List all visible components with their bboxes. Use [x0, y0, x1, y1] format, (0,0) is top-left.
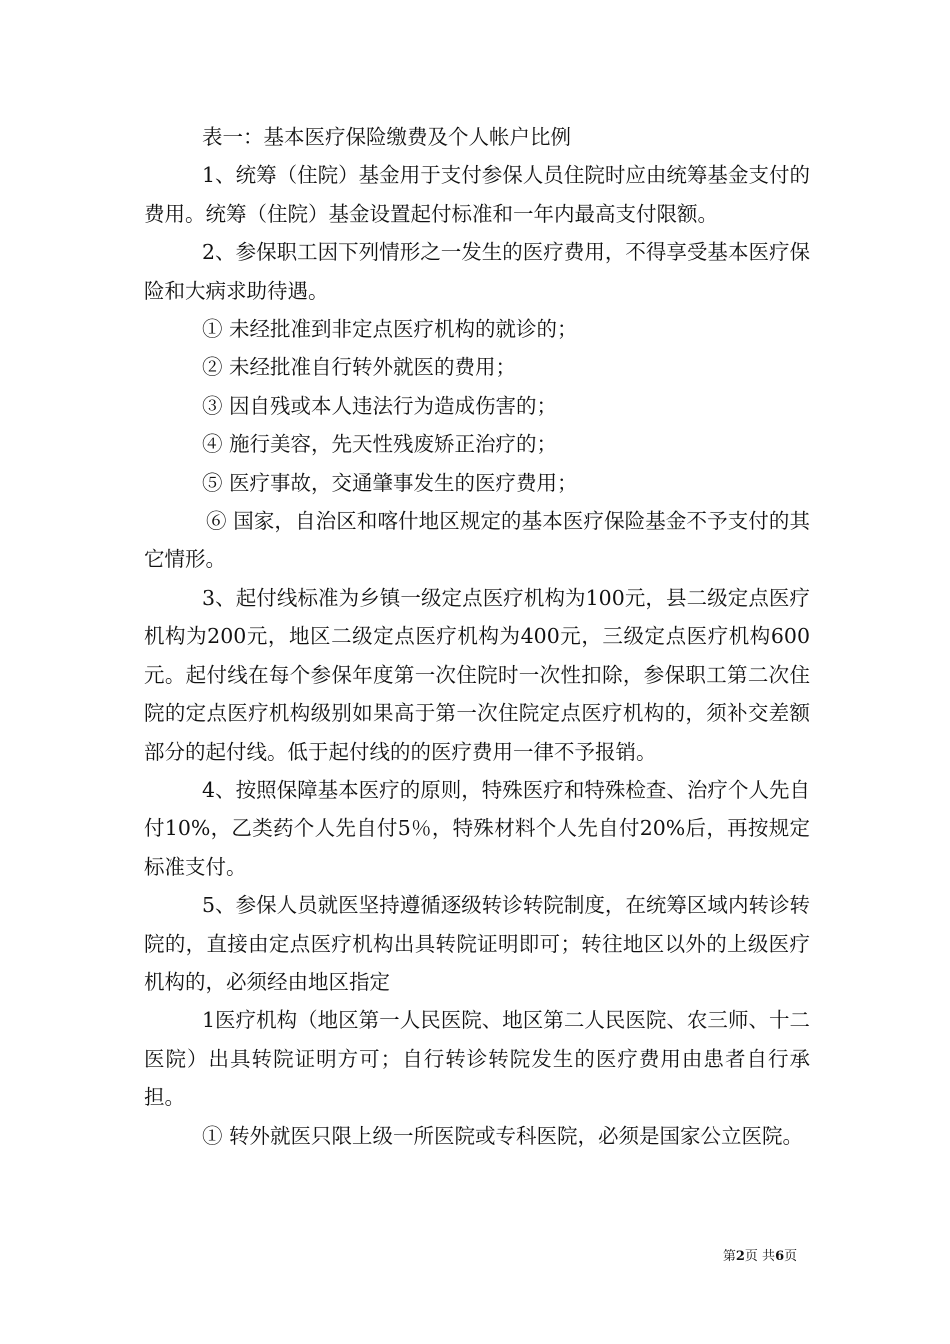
- footer-suffix: 页: [784, 1249, 798, 1264]
- paragraph-2: 2、参保职工因下列情形之一发生的医疗费用，不得享受基本医疗保险和大病求助待遇。: [144, 240, 810, 303]
- list-item-6: ⑥ 国家，自治区和喀什地区规定的基本医疗保险基金不予支付的其它情形。: [144, 509, 810, 572]
- list-item-1: ① 未经批准到非定点医疗机构的就诊的；: [202, 317, 578, 342]
- footer-total-pages: 6: [775, 1249, 785, 1264]
- footer-prefix: 第: [722, 1249, 736, 1264]
- list-item-transfer: ① 转外就医只限上级一所医院或专科医院，必须是国家公立医院。: [202, 1123, 804, 1148]
- list-item-4: ④ 施行美容，先天性残废矫正治疗的；: [202, 432, 558, 457]
- paragraph-4: 4、按照保障基本医疗的原则，特殊医疗和特殊检查、治疗个人先自付10%，乙类药个人先自付5％，特殊材料个人先自付20%后，再按规定标准支付。: [144, 777, 810, 879]
- footer-page-number: 2: [735, 1249, 745, 1264]
- paragraph-1: 1、统筹（住院）基金用于支付参保人员住院时应由统筹基金支付的费用。统筹（住院）基金设置起付标准和一年内最高支付限额。: [144, 163, 810, 226]
- document-body: [144, 118, 810, 1155]
- paragraph-5-continued: 1医疗机构（地区第一人民医院、地区第二人民医院、农三师、十二医院）出具转院证明方可；自行转诊转院发生的医疗费用由患者自行承担。: [144, 1008, 810, 1110]
- list-item-2: ② 未经批准自行转外就医的费用；: [202, 355, 517, 380]
- table-caption: 表一：基本医疗保险缴费及个人帐户比例: [202, 125, 571, 149]
- list-item-5: ⑤ 医疗事故，交通肇事发生的医疗费用；: [202, 470, 578, 495]
- list-item-3: ③ 因自残或本人违法行为造成伤害的；: [202, 393, 558, 418]
- page-footer: [0, 1245, 950, 1264]
- footer-middle: 页 共: [744, 1249, 776, 1264]
- paragraph-5: 5、参保人员就医坚持遵循逐级转诊转院制度，在统筹区域内转诊转院的，直接由定点医疗机构出具转院证明即可；转往地区以外的上级医疗机构的，必须经由地区指定: [144, 893, 810, 994]
- paragraph-3: 3、起付线标准为乡镇一级定点医疗机构为100元，县二级定点医疗机构为200元，地区二级定点医疗机构为400元，三级定点医疗机构600元。起付线在每个参保年度第一次住院时一次性扣除，参保职工第二次住院的定点医疗机构级别如果高于第一次住院定点医疗机构的，须补交差额部分的起付线。低于起付线的的医疗费用一律不予报销。: [144, 585, 810, 764]
